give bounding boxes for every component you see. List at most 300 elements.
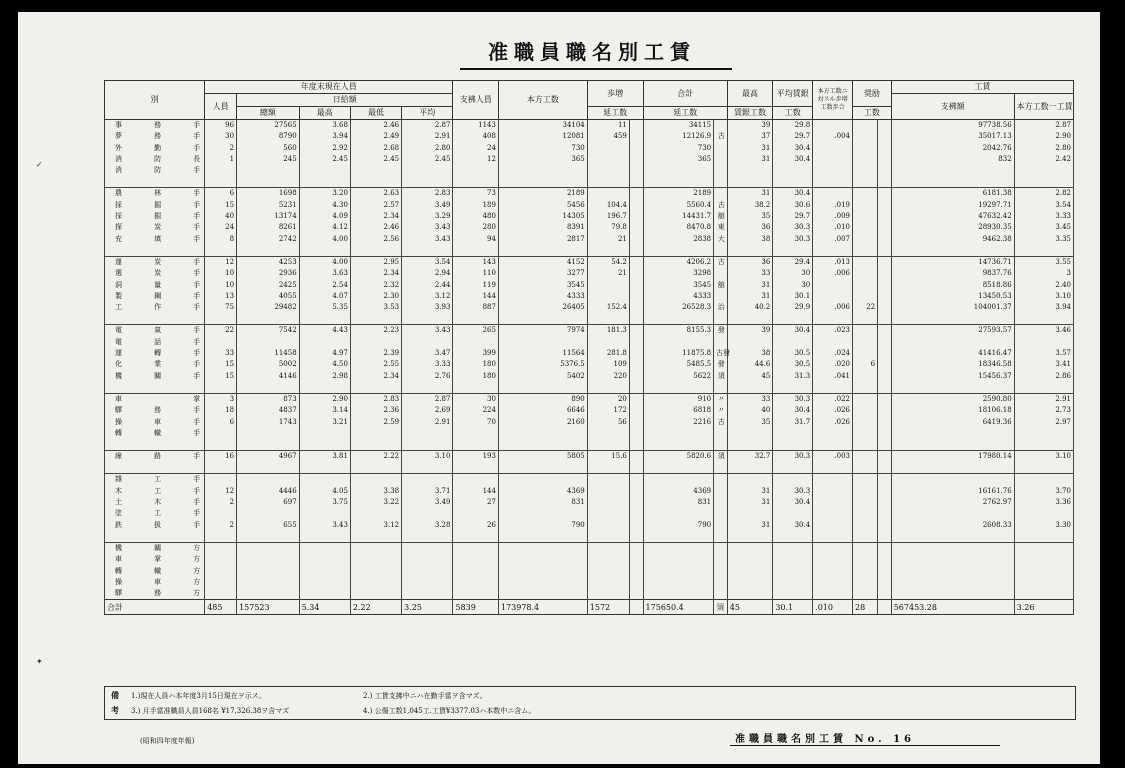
table-cell [727,508,773,519]
table-cell [773,462,813,474]
table-cell [773,588,813,600]
table-cell [629,382,643,394]
table-cell [813,337,853,348]
table-cell [878,439,892,451]
table-row [105,520,1074,531]
table-cell: 180 [453,371,499,382]
table-cell: 5622 [643,371,714,382]
table-cell: 2.63 [350,188,401,200]
table-cell: 2.83 [402,188,453,200]
table-cell: 29.4 [773,256,813,268]
table-cell [878,200,892,211]
table-cell [714,268,728,279]
table-cell [878,211,892,222]
table-cell [587,291,629,302]
table-cell [629,154,643,165]
table-cell: 831 [498,497,587,508]
table-cell [853,188,878,200]
table-cell: 13 [205,291,237,302]
table-cell [714,428,728,439]
table-cell: 44.6 [727,359,773,370]
table-cell: 2.80 [402,143,453,154]
table-row [105,542,1074,554]
table-cell: 15456.37 [891,371,1014,382]
table-cell: 3.43 [402,234,453,245]
table-cell: 3.22 [350,497,401,508]
table-cell: 144 [453,486,499,497]
table-cell: 24 [453,143,499,154]
table-cell [498,176,587,188]
table-cell [878,497,892,508]
table-cell [629,566,643,577]
table-cell: 97738.56 [891,120,1014,132]
table-cell [853,428,878,439]
table-cell [453,462,499,474]
table-cell [629,428,643,439]
table-cell [453,542,499,554]
table-row [105,462,1074,474]
table-cell: 12081 [498,131,587,142]
row-label [105,382,205,394]
table-cell: 發 [714,359,728,370]
table-cell: 3.43 [299,520,350,531]
table-cell: 3.14 [299,405,350,416]
table-cell [853,348,878,359]
table-cell [853,291,878,302]
header-overtime-ratio: 本方工数ニ対スル歩増工数歩合 [813,81,853,120]
table-cell: 281.8 [587,348,629,359]
table-cell: 45 [727,371,773,382]
table-cell: 180 [453,359,499,370]
table-cell: .013 [813,256,853,268]
table-cell [1014,245,1073,257]
table-cell [205,508,237,519]
table-row [105,371,1074,382]
table-cell [237,588,300,600]
table-cell [773,542,813,554]
table-cell: 5231 [237,200,300,211]
row-label: 機關方 [105,542,205,554]
table-cell: 4333 [498,291,587,302]
table-cell [853,120,878,132]
margin-mark: ✓ [36,160,43,169]
table-cell: 31 [727,280,773,291]
table-cell [629,291,643,302]
table-cell: 655 [237,520,300,531]
table-cell: 3.33 [1014,211,1073,222]
table-cell: 5805 [498,451,587,463]
table-cell [878,554,892,565]
table-cell: 30.5 [773,348,813,359]
table-cell: 104001.37 [891,302,1014,313]
table-row [105,256,1074,268]
table-cell: 887 [453,302,499,313]
table-cell [714,439,728,451]
table-cell [237,508,300,519]
table-cell [402,165,453,176]
table-cell [453,313,499,325]
table-cell: 30.5 [773,359,813,370]
table-cell: 2590.80 [891,393,1014,405]
table-cell [205,337,237,348]
table-cell [878,291,892,302]
table-cell: 3.29 [402,211,453,222]
table-row [105,577,1074,588]
table-cell [453,245,499,257]
table-row [105,417,1074,428]
table-cell: 220 [587,371,629,382]
header-category: 別 [105,81,205,120]
table-cell [714,462,728,474]
row-label: 操車手 [105,417,205,428]
table-cell [714,486,728,497]
table-cell [878,176,892,188]
total-cell: 1572 [587,600,629,615]
table-cell: 6646 [498,405,587,416]
table-cell: 2.87 [402,120,453,132]
table-cell [587,143,629,154]
table-cell: 7974 [498,325,587,337]
table-cell: 189 [453,200,499,211]
table-cell: 30.6 [773,200,813,211]
table-cell [299,382,350,394]
table-cell: 27 [453,497,499,508]
table-cell: 12126.9 [643,131,714,142]
table-cell [205,165,237,176]
table-cell [453,428,499,439]
table-cell [878,359,892,370]
row-label: 車掌 [105,393,205,405]
table-cell: 4206.2 [643,256,714,268]
row-label [105,531,205,543]
table-cell [643,474,714,486]
table-cell [237,554,300,565]
table-cell [629,245,643,257]
table-cell [891,566,1014,577]
table-cell [629,588,643,600]
table-cell [773,382,813,394]
table-cell [299,588,350,600]
table-cell [643,577,714,588]
table-cell [878,451,892,463]
row-label: 採掘手 [105,211,205,222]
table-cell: 30 [205,131,237,142]
table-cell [402,439,453,451]
table-row [105,302,1074,313]
total-cell: 3.26 [1014,600,1073,615]
table-row [105,348,1074,359]
table-cell: .026 [813,405,853,416]
table-cell: 2.46 [350,222,401,233]
table-cell: 31 [727,188,773,200]
row-label: 選炭手 [105,268,205,279]
page-title: 准職員職名別工賃 [488,40,696,64]
table-cell [629,554,643,565]
table-cell [813,439,853,451]
table-cell [853,566,878,577]
table-cell: 8518.86 [891,280,1014,291]
total-cell: 485 [205,600,237,615]
table-cell [629,313,643,325]
row-label: 雜工手 [105,474,205,486]
table-cell: 2.87 [402,393,453,405]
table-cell [587,577,629,588]
table-cell [453,165,499,176]
row-label: 鉄扱手 [105,520,205,531]
table-cell [299,566,350,577]
table-cell: 〃 [714,393,728,405]
table-cell [237,577,300,588]
table-cell [1014,176,1073,188]
table-cell [350,554,401,565]
table-cell: .024 [813,348,853,359]
table-cell [629,531,643,543]
table-cell: 3.49 [402,200,453,211]
table-cell [237,382,300,394]
table-row [105,554,1074,565]
table-cell: 193 [453,451,499,463]
table-cell: 40 [727,405,773,416]
footer-underline [730,745,1000,746]
table-cell: 3.53 [350,302,401,313]
table-row [105,188,1074,200]
table-cell: 4.00 [299,256,350,268]
table-cell [587,542,629,554]
notes-box [104,686,1076,720]
table-cell: 3.81 [299,451,350,463]
table-cell: 224 [453,405,499,416]
row-label: 消防手 [105,165,205,176]
table-cell [773,313,813,325]
table-cell: 發 [714,325,728,337]
table-cell: 6 [205,417,237,428]
table-cell: 1 [205,154,237,165]
table-cell [587,165,629,176]
table-cell: 3.35 [1014,234,1073,245]
table-cell: 181.3 [587,325,629,337]
row-label: 農林手 [105,188,205,200]
table-cell: 4369 [643,486,714,497]
table-row [105,566,1074,577]
row-label: 車掌方 [105,554,205,565]
table-cell [205,566,237,577]
table-cell: 29.8 [773,120,813,132]
table-cell [453,554,499,565]
table-cell [714,291,728,302]
table-cell: 73 [453,188,499,200]
table-cell [350,566,401,577]
table-cell [1014,566,1073,577]
table-cell [853,508,878,519]
total-cell: 30.1 [773,600,813,615]
table-cell [891,382,1014,394]
table-cell: 2.95 [350,256,401,268]
table-cell [853,280,878,291]
table-cell [498,382,587,394]
footer-title: 准職員職名別工賃 No. 16 [735,734,915,745]
table-cell [587,439,629,451]
total-cell: 須 [714,600,728,615]
row-label: 充填手 [105,234,205,245]
row-label [105,176,205,188]
table-cell: .041 [813,371,853,382]
table-cell: 4333 [643,291,714,302]
table-row [105,176,1074,188]
table-row [105,428,1074,439]
table-cell [773,566,813,577]
table-cell: 3.94 [299,131,350,142]
row-label: 驛務手 [105,405,205,416]
table-cell [205,382,237,394]
table-cell [714,508,728,519]
table-cell [714,120,728,132]
table-cell [205,554,237,565]
table-cell: 22 [853,302,878,313]
table-cell [878,131,892,142]
table-cell [299,313,350,325]
table-cell: 29.7 [773,211,813,222]
table-cell [1014,462,1073,474]
table-cell: .004 [813,131,853,142]
table-cell [727,554,773,565]
table-cell [629,474,643,486]
era-label: (昭和四年度年報) [140,737,195,745]
table-cell [891,439,1014,451]
table-cell [643,382,714,394]
table-cell [643,313,714,325]
table-cell [587,188,629,200]
table-cell: 2.90 [1014,131,1073,142]
table-cell: .022 [813,393,853,405]
table-cell: 13174 [237,211,300,222]
table-cell: 31 [727,520,773,531]
table-cell [878,417,892,428]
table-cell [1014,531,1073,543]
table-row [105,131,1074,142]
table-cell: 4.97 [299,348,350,359]
table-cell: 3.54 [402,256,453,268]
table-cell [1014,165,1073,176]
table-cell [629,143,643,154]
table-cell [587,245,629,257]
table-cell: 5002 [237,359,300,370]
table-cell: 24 [205,222,237,233]
table-cell [629,337,643,348]
table-cell [402,588,453,600]
table-cell [629,131,643,142]
table-row [105,508,1074,519]
table-cell: 12 [205,256,237,268]
table-cell [878,165,892,176]
table-cell [299,474,350,486]
table-cell: 2.45 [350,154,401,165]
table-cell [299,531,350,543]
header-max: 最高 [299,107,350,120]
table-cell [350,439,401,451]
table-row [105,497,1074,508]
table-cell: 4446 [237,486,300,497]
table-cell [587,554,629,565]
table-cell: 28930.35 [891,222,1014,233]
table-cell [205,428,237,439]
margin-mark: ✦ [36,657,43,666]
table-cell: 15 [205,200,237,211]
table-cell [773,474,813,486]
table-cell: 11458 [237,348,300,359]
header-ot-days: 延工数 [587,107,643,120]
table-cell: 11875.8 [643,348,714,359]
table-cell: 3.75 [299,497,350,508]
table-cell: 2.32 [350,280,401,291]
table-cell [878,474,892,486]
header-sum: 合計 [643,81,727,107]
table-cell [714,165,728,176]
table-cell: 33 [727,393,773,405]
table-cell [498,577,587,588]
table-cell: 2608.33 [891,520,1014,531]
table-cell [498,245,587,257]
table-row [105,451,1074,463]
table-cell [853,200,878,211]
table-cell [629,371,643,382]
table-cell: 30.3 [773,451,813,463]
table-cell [629,256,643,268]
table-cell: 須 [714,451,728,463]
table-cell: 873 [237,393,300,405]
table-cell [587,486,629,497]
table-cell [853,268,878,279]
table-cell [891,337,1014,348]
table-cell: 30.3 [773,234,813,245]
table-cell [587,313,629,325]
table-cell: 5376.5 [498,359,587,370]
table-cell: .010 [813,222,853,233]
table-cell [237,566,300,577]
table-cell [853,439,878,451]
table-cell: 2.86 [1014,371,1073,382]
table-cell [813,188,853,200]
table-cell: 12 [205,486,237,497]
table-cell [587,508,629,519]
table-cell: 27565 [237,120,300,132]
table-cell [350,531,401,543]
table-cell [714,143,728,154]
table-cell [350,165,401,176]
table-cell [878,222,892,233]
table-cell [773,337,813,348]
table-cell: 4152 [498,256,587,268]
table-cell [813,313,853,325]
table-cell [237,313,300,325]
table-cell: 480 [453,211,499,222]
table-cell: 3.12 [402,291,453,302]
table-cell: 2.68 [350,143,401,154]
table-cell: 4.30 [299,200,350,211]
table-cell [813,154,853,165]
row-label: 木工手 [105,486,205,497]
table-cell [813,577,853,588]
table-cell [853,211,878,222]
table-cell [727,542,773,554]
header-main-days: 本方工数 [498,81,587,120]
table-cell [629,325,643,337]
table-cell [853,382,878,394]
table-cell: 104.4 [587,200,629,211]
table-cell [237,474,300,486]
table-cell: 6 [853,359,878,370]
table-cell: 21 [587,268,629,279]
table-row [105,405,1074,416]
